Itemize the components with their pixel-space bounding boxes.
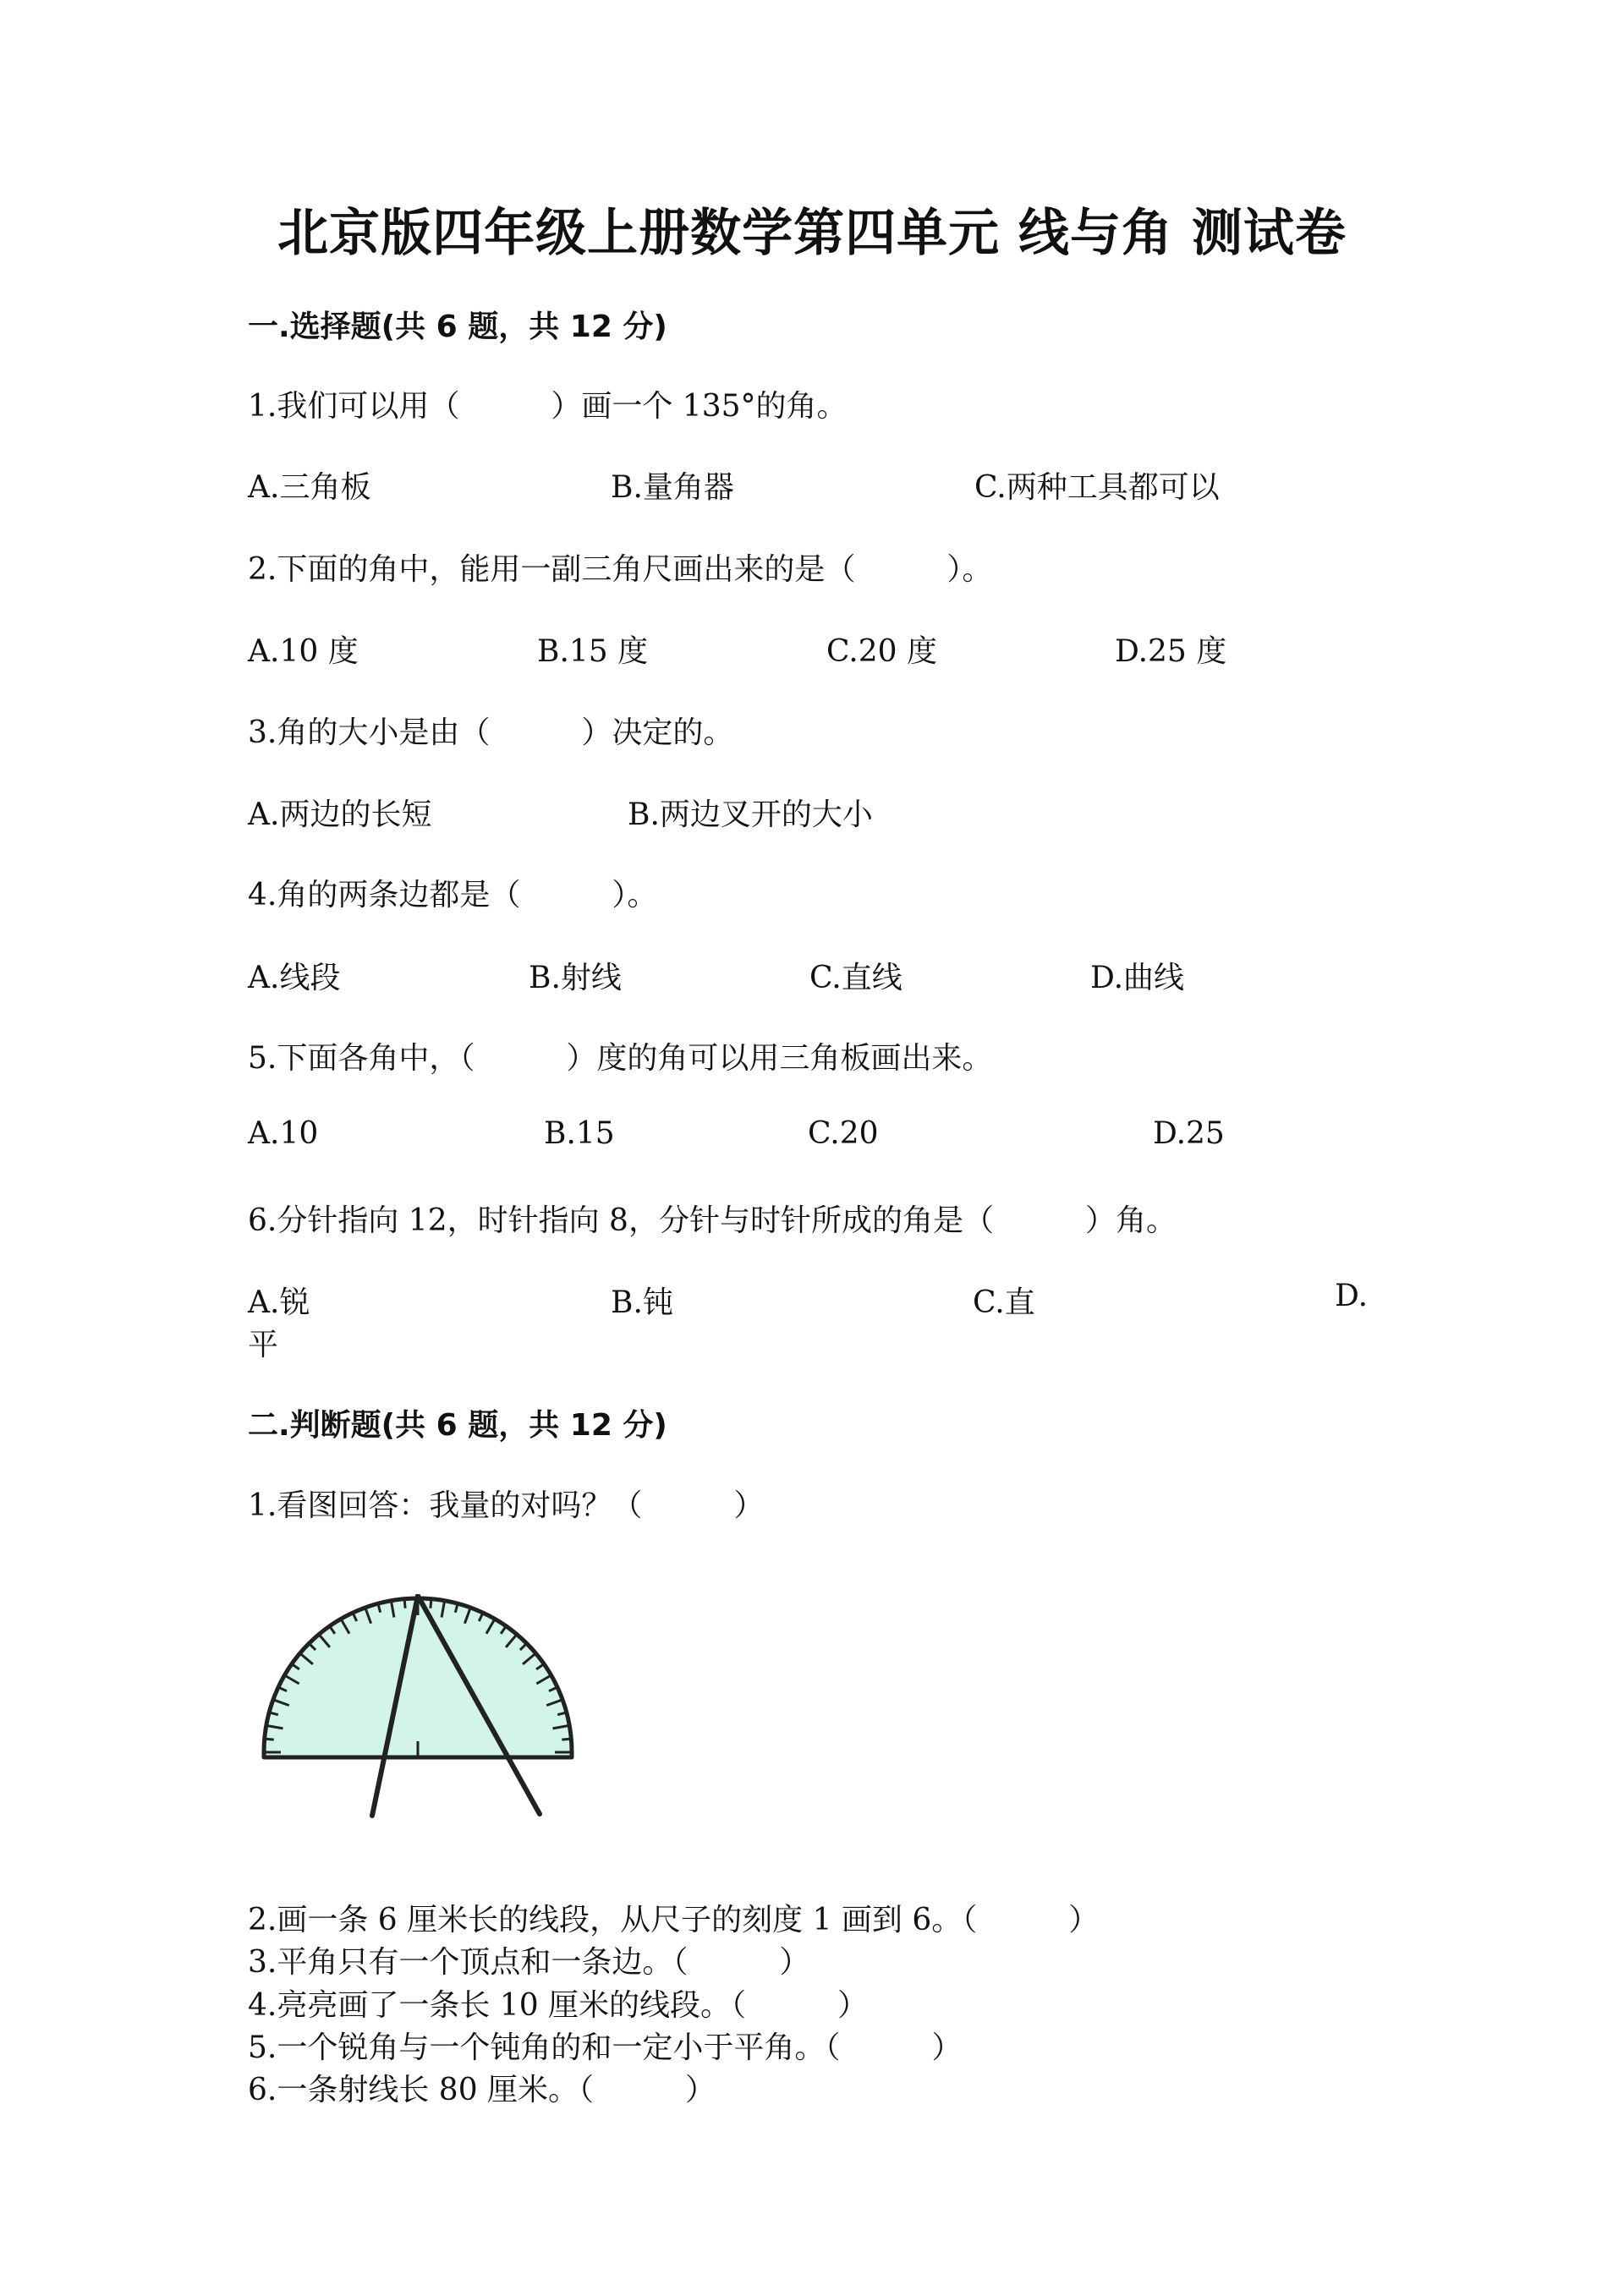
option-d: D. xyxy=(1335,1279,1369,1313)
question-text: 4.角的两条边都是（ ）。 xyxy=(248,878,658,912)
option-c: C.20 xyxy=(808,1116,879,1151)
option-d: D.25 度 xyxy=(1115,634,1227,669)
question-text: 5.一个锐角与一个钝角的和一定小于平角。（ ） xyxy=(248,2030,963,2065)
option-d: D.曲线 xyxy=(1090,961,1185,995)
question-text: 6.分针指向 12，时针指向 8，分针与时针所成的角是（ ）角。 xyxy=(248,1203,1177,1238)
page-title: 北京版四年级上册数学第四单元 线与角 测试卷 xyxy=(277,204,1347,263)
question-text: 2.下面的角中，能用一副三角尺画出来的是（ ）。 xyxy=(248,552,993,587)
protractor-figure xyxy=(254,1594,584,1822)
question-text: 1.我们可以用（ ）画一个 135°的角。 xyxy=(248,389,848,424)
protractor-tick xyxy=(562,1739,571,1740)
protractor-tick xyxy=(404,1599,405,1608)
option-b: B.15 度 xyxy=(537,634,649,669)
option-d-wrap: 平 xyxy=(248,1328,279,1362)
option-a: A.10 度 xyxy=(248,634,359,669)
option-a: A.10 xyxy=(248,1116,319,1151)
option-d: D.25 xyxy=(1153,1116,1225,1151)
option-a: A.三角板 xyxy=(248,470,371,505)
question-text: 3.角的大小是由（ ）决定的。 xyxy=(248,715,734,750)
protractor-body xyxy=(264,1598,572,1757)
option-c: C.直线 xyxy=(809,961,903,995)
question-text: 4.亮亮画了一条长 10 厘米的线段。（ ） xyxy=(248,1988,869,2023)
option-a: A.线段 xyxy=(248,961,341,995)
option-c: C.两种工具都可以 xyxy=(974,470,1220,505)
question-text: 5.下面各角中，（ ）度的角可以用三角板画出来。 xyxy=(248,1041,993,1076)
question-text: 3.平角只有一个顶点和一条边。（ ） xyxy=(248,1945,810,1980)
question-text: 6.一条射线长 80 厘米。（ ） xyxy=(248,2073,716,2107)
option-c: C.20 度 xyxy=(826,634,937,669)
option-a: A.两边的长短 xyxy=(248,797,432,832)
question-text: 2.画一条 6 厘米长的线段，从尺子的刻度 1 画到 6。（ ） xyxy=(248,1903,1100,1937)
section-heading-judge: 二.判断题(共 6 题，共 12 分) xyxy=(248,1408,667,1443)
option-a: A.锐 xyxy=(248,1285,310,1320)
option-b: B.两边叉开的大小 xyxy=(628,797,873,832)
option-b: B.钝 xyxy=(611,1285,673,1320)
option-b: B.15 xyxy=(544,1116,615,1151)
option-c: C.直 xyxy=(973,1285,1035,1320)
question-text: 1.看图回答：我量的对吗？（ ） xyxy=(248,1488,765,1523)
protractor-tick xyxy=(265,1739,274,1740)
section-heading-choice: 一.选择题(共 6 题，共 12 分) xyxy=(248,310,667,344)
option-b: B.射线 xyxy=(529,961,622,995)
option-b: B.量角器 xyxy=(611,470,734,505)
